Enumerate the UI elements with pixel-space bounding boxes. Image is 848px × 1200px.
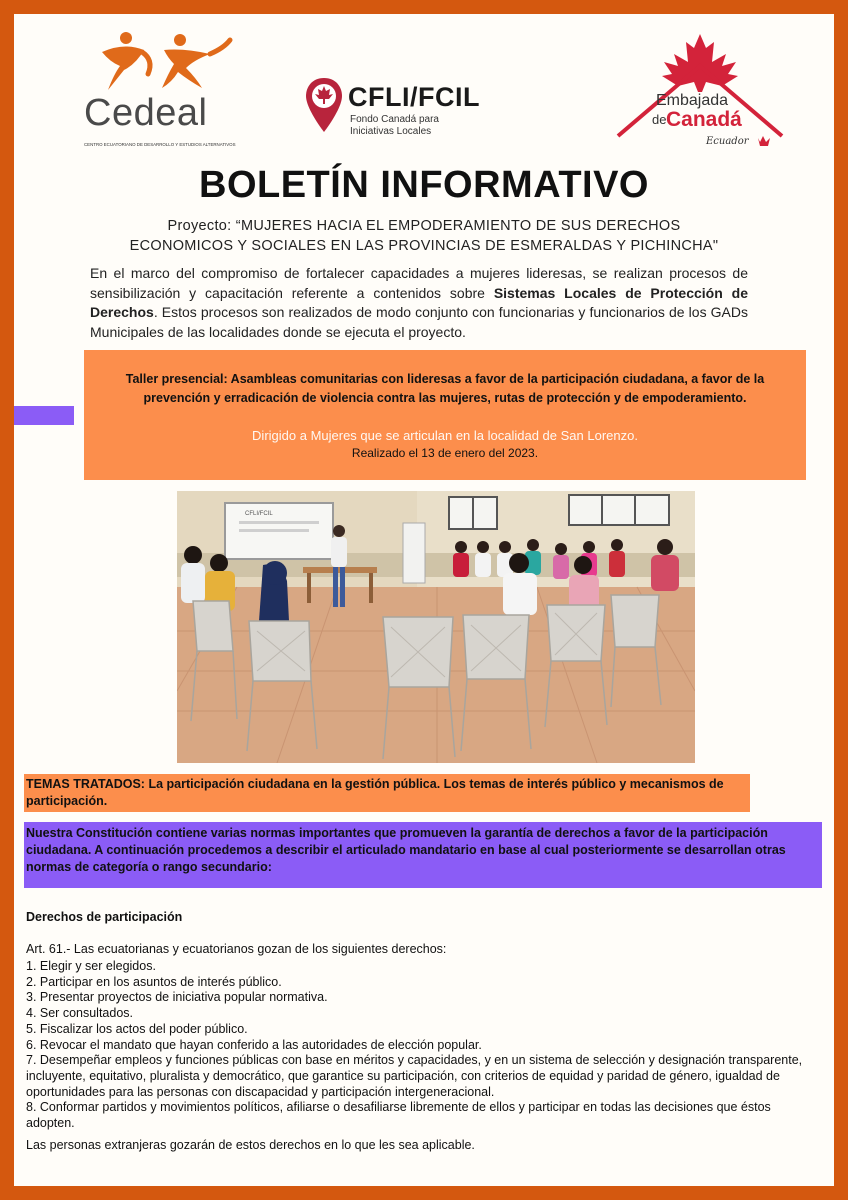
- cedeal-wordmark: Cedeal: [84, 92, 208, 134]
- embajada-line2: de: [652, 112, 667, 127]
- taller-text: Taller presencial: Asambleas comunitarias con lideresas a favor de la participación ciudadana, a favor de la prevención y erradicación de violencia contra las mujeres, rutas de protección y de empoderamiento.: [125, 372, 765, 405]
- page-title: BOLETÍN INFORMATIVO: [199, 164, 649, 206]
- bulletin-page: [14, 14, 834, 1186]
- intro-part2: . Estos procesos son realizados de modo conjunto con funcionarias y funcionarios de los GADs Municipales de las localidades donde se ejecuta el proyecto.: [90, 304, 748, 340]
- list-item: 5. Fiscalizar los actos del poder público.: [26, 1021, 248, 1036]
- photo-screen-title: CFLI/FCIL: [245, 511, 273, 517]
- embajada-line4: Ecuador: [706, 136, 749, 147]
- taller-box: [84, 350, 806, 480]
- taller-date: Realizado el 13 de enero del 2023.: [351, 446, 539, 460]
- taller-dirigido: Dirigido a Mujeres que se articulan en la localidad de San Lorenzo.: [252, 428, 638, 443]
- list-item: 3. Presentar proyectos de iniciativa popular normativa.: [26, 990, 328, 1005]
- embajada-line1: Embajada: [656, 92, 729, 109]
- closing-text: Las personas extranjeras gozarán de estos derechos en lo que les sea aplicable.: [26, 1138, 475, 1152]
- list-item: 8. Conformar partidos y movimientos políticos, afiliarse o desafiliarse libremente de ellos y participar en todas las decisiones que éstos adopten.: [26, 1100, 771, 1131]
- list-item: 4. Ser consultados.: [26, 1006, 134, 1021]
- intro-part1: En el marco del compromiso de fortalecer capacidades a mujeres lideresas, se realizan procesos de sensibilización y capacitación referente a contenidos sobre: [90, 265, 748, 301]
- embajada-line3: Canadá: [666, 108, 742, 131]
- constitucion-paragraph: Nuestra Constitución contiene varias normas importantes que promueven la garantía de derechos a favor de la participación ciudadana. A continuación procedemos a describir el articulado mandatario en base al cual posteriormente se desarrollan otras normas de categoría o rango secundario:: [24, 822, 822, 888]
- cedeal-logo: [84, 30, 234, 158]
- embajada-logo: [610, 32, 790, 158]
- project-name: [104, 216, 744, 256]
- list-item: 7. Desempeñar empleos y funciones públicas con base en méritos y capacidades, y en un sistema de selección y designación transparente, incluyente, equitativo, pluralista y democrático, que garantice su participación, con criterios de equidad y paridad de género, igualdad de oportunidades para las personas con discapacidad y participación intergeneracional.: [26, 1053, 803, 1099]
- project-line2: ECONOMICOS Y SOCIALES EN LAS PROVINCIAS DE ESMERALDAS Y PICHINCHA": [129, 238, 719, 254]
- list-item: 1. Elegir y ser elegidos.: [26, 959, 156, 973]
- derechos-title: Derechos de participación: [26, 910, 183, 924]
- cedeal-subtitle: CENTRO ECUATORIANO DE DESARROLLO Y ESTUDIOS ALTERNATIVOS: [84, 142, 236, 147]
- article-61-intro: Art. 61.- Las ecuatorianas y ecuatorianos gozan de los siguientes derechos:: [26, 942, 447, 956]
- maple-pin-icon: [304, 76, 344, 136]
- intro-bold: Sistemas Locales de Protección de Derechos: [90, 284, 748, 320]
- list-item: 2. Participar en los asuntos de interés público.: [26, 974, 282, 989]
- cfli-line2: Iniciativas Locales: [350, 126, 432, 137]
- temas-tratados: TEMAS TRATADOS: La participación ciudadana en la gestión pública. Los temas de interés público y mecanismos de participación.: [24, 774, 750, 812]
- project-line1: Proyecto: “MUJERES HACIA EL EMPODERAMIENTO DE SUS DERECHOS: [167, 218, 681, 234]
- cedeal-figures-icon: [84, 30, 234, 94]
- intro-paragraph: [90, 264, 748, 342]
- purple-accent-tab: [14, 406, 74, 425]
- rights-list: [26, 959, 816, 1132]
- cfli-logo: [304, 76, 574, 148]
- workshop-photo: [177, 491, 695, 763]
- list-item: 6. Revocar el mandato que hayan conferido a las autoridades de elección popular.: [26, 1037, 482, 1052]
- cfli-wordmark: CFLI/FCIL: [348, 82, 480, 112]
- cfli-line1: Fondo Canadá para: [350, 114, 439, 125]
